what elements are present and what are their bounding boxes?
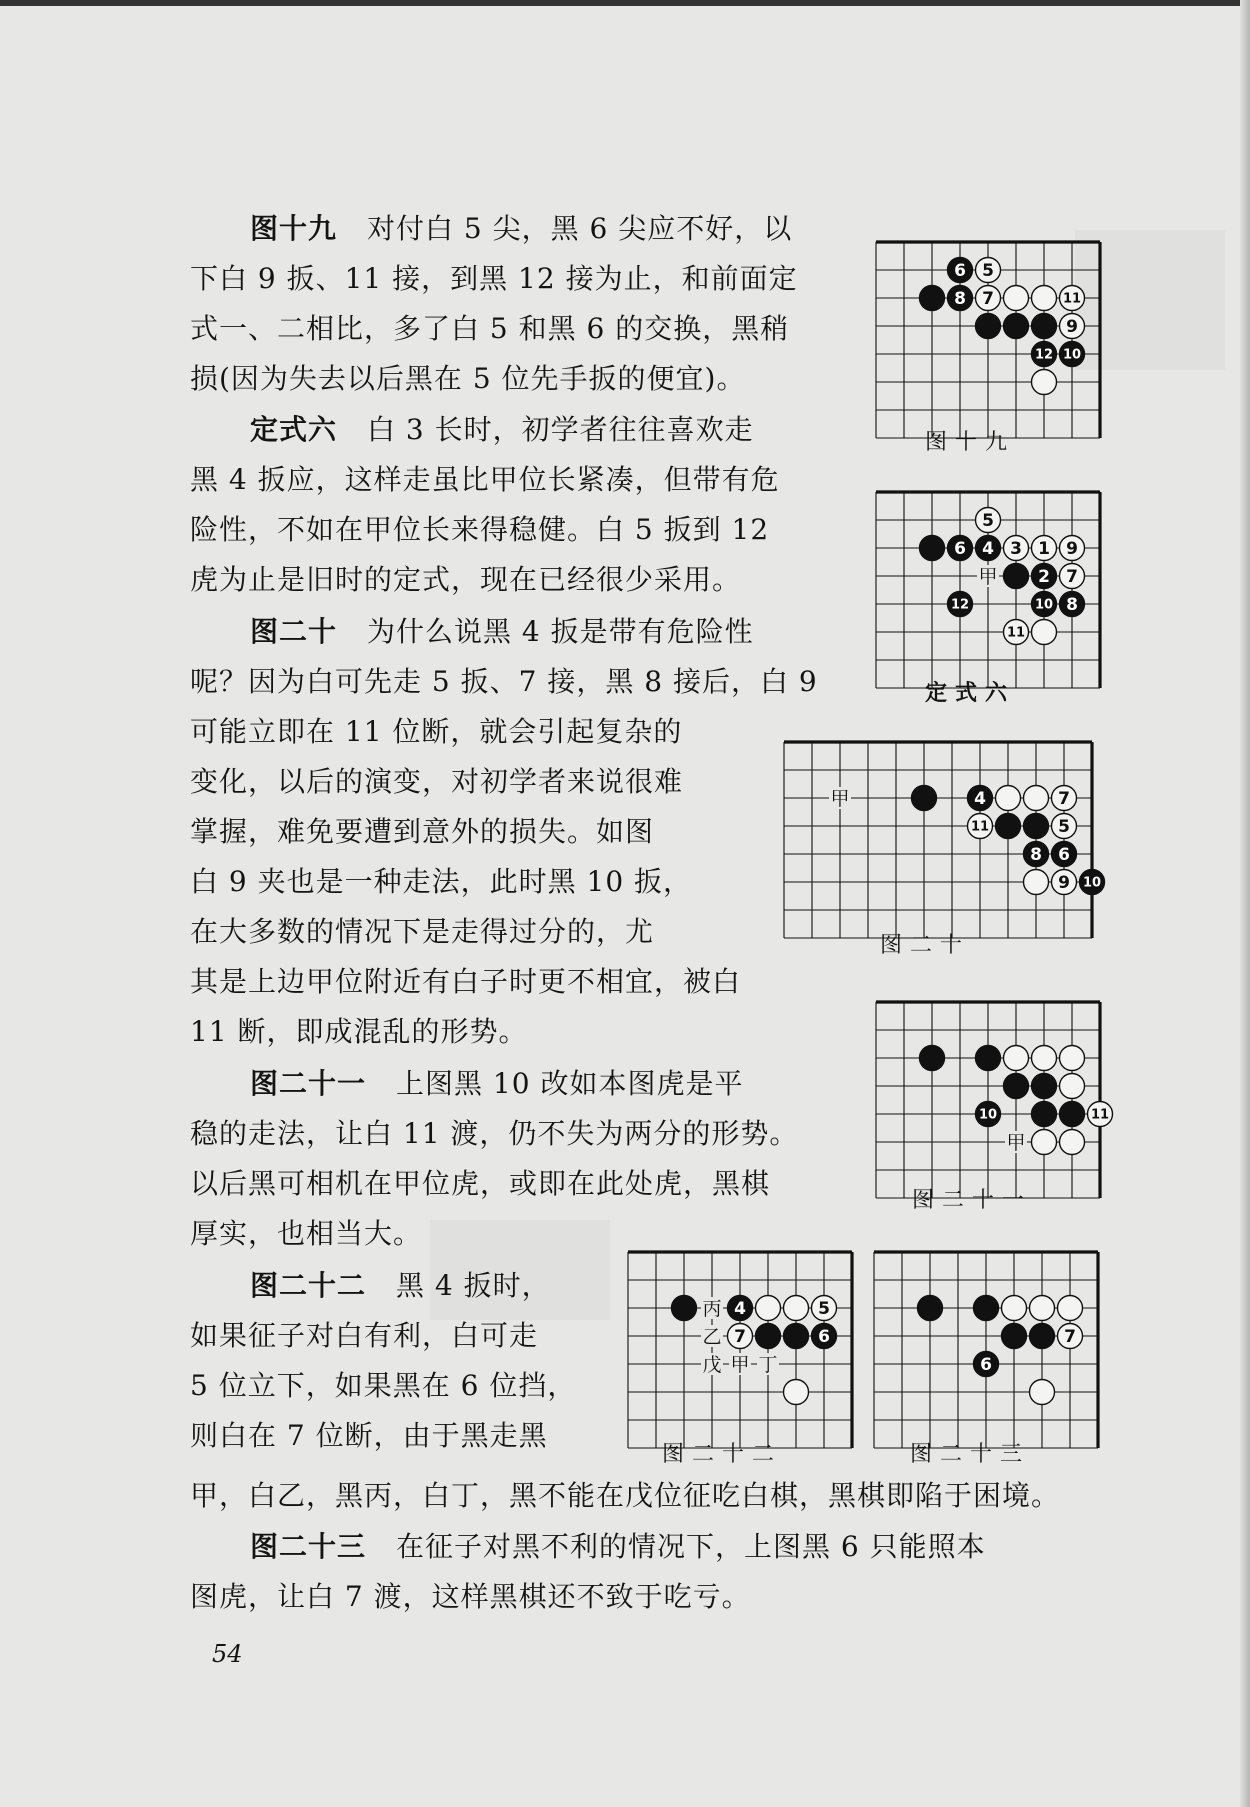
go-diagram-fig19 — [862, 228, 1082, 416]
caption-joseki6: 定式六 — [925, 680, 1016, 706]
black-stone — [1032, 1074, 1057, 1099]
white-stone — [1032, 1046, 1057, 1071]
black-stone — [974, 1296, 999, 1321]
black-stone — [1024, 814, 1049, 839]
move-number: 10 — [1062, 347, 1082, 363]
black-stone — [672, 1296, 697, 1321]
black-stone — [918, 1296, 943, 1321]
move-number: 12 — [950, 597, 970, 613]
white-stone — [1060, 1046, 1085, 1071]
white-stone — [1060, 1074, 1085, 1099]
white-stone — [784, 1380, 809, 1405]
move-number: 1 — [1038, 539, 1050, 560]
black-stone — [1004, 1074, 1029, 1099]
white-stone — [756, 1296, 781, 1321]
move-number: 5 — [1058, 817, 1070, 838]
text-line: 白 9 夹也是一种走法，此时黑 10 扳， — [190, 865, 693, 898]
text-line: 11 断，即成混乱的形势。 — [190, 1015, 528, 1048]
move-number: 6 — [980, 1355, 992, 1376]
text-line: 厚实，也相当大。 — [190, 1217, 423, 1250]
text-line: 呢？因为白可先走 5 扳、7 接，黑 8 接后，白 9 — [190, 665, 818, 698]
text-line: 稳的走法，让白 11 渡，仍不失为两分的形势。 — [190, 1117, 799, 1150]
white-stone — [1058, 1296, 1083, 1321]
go-diagram-fig23 — [860, 1238, 1076, 1426]
position-mark: 乙 — [702, 1326, 722, 1348]
white-stone — [1004, 286, 1029, 311]
move-number: 4 — [974, 789, 986, 810]
black-stone — [920, 1046, 945, 1071]
move-number: 4 — [734, 1299, 746, 1320]
text-line: 其是上边甲位附近有白子时更不相宜，被白 — [190, 965, 742, 998]
move-number: 7 — [982, 289, 994, 310]
text-line: 5 位立下，如果黑在 6 位挡， — [190, 1369, 577, 1402]
section-heading: 图十九 — [250, 212, 338, 245]
text-line: 甲，白乙，黑丙，白丁，黑不能在戊位征吃白棋，黑棋即陷于困境。 — [190, 1479, 1061, 1512]
move-number: 6 — [818, 1327, 830, 1348]
black-stone — [1002, 1324, 1027, 1349]
black-stone — [1032, 1102, 1057, 1127]
black-stone — [996, 814, 1021, 839]
white-stone — [996, 786, 1021, 811]
white-stone — [1024, 786, 1049, 811]
page-right-edge — [1240, 0, 1250, 1807]
white-stone — [1024, 870, 1049, 895]
move-number: 11 — [1090, 1107, 1110, 1123]
page-top-edge — [0, 0, 1250, 6]
caption-fig22: 图二十二 — [662, 1442, 783, 1467]
text-line: 图二十一 上图黑 10 改如本图虎是平 — [250, 1067, 744, 1100]
text-line: 图十九 对付白 5 尖，黑 6 尖应不好，以 — [250, 212, 793, 245]
text-line: 变化，以后的演变，对初学者来说很难 — [190, 765, 684, 798]
text-line: 如果征子对白有利，白可走 — [190, 1319, 539, 1352]
black-stone — [1004, 314, 1029, 339]
move-number: 7 — [1064, 1327, 1076, 1348]
caption-fig21: 图二十一 — [912, 1188, 1033, 1213]
black-stone — [1032, 314, 1057, 339]
bleed-through — [1075, 230, 1225, 370]
move-number: 10 — [1034, 597, 1054, 613]
section-heading: 图二十二 — [250, 1269, 367, 1302]
text-line: 损(因为失去以后黑在 5 位先手扳的便宜)。 — [190, 362, 746, 395]
text-line: 掌握，难免要遭到意外的损失。如图 — [190, 815, 655, 848]
move-number: 7 — [1058, 789, 1070, 810]
move-number: 4 — [982, 539, 994, 560]
white-stone — [1032, 286, 1057, 311]
black-stone — [976, 1046, 1001, 1071]
black-stone — [920, 286, 945, 311]
black-stone — [1030, 1324, 1055, 1349]
black-stone — [976, 314, 1001, 339]
white-stone — [1032, 1130, 1057, 1155]
move-number: 5 — [818, 1299, 830, 1320]
move-number: 7 — [734, 1327, 746, 1348]
text-line: 则白在 7 位断，由于黑走黑 — [190, 1419, 548, 1452]
text-line: 在大多数的情况下是走得过分的，尤 — [190, 915, 655, 948]
move-number: 10 — [978, 1107, 998, 1123]
black-stone — [912, 786, 937, 811]
black-stone — [1060, 1102, 1085, 1127]
white-stone — [1060, 1130, 1085, 1155]
move-number: 6 — [1058, 845, 1070, 866]
white-stone — [1032, 370, 1057, 395]
position-mark: 甲 — [978, 566, 998, 588]
page-number: 54 — [212, 1640, 243, 1668]
black-stone — [1004, 564, 1029, 589]
move-number: 3 — [1010, 539, 1022, 560]
go-diagram-fig22 — [614, 1238, 830, 1426]
go-diagram-joseki6 — [862, 478, 1078, 666]
position-mark: 甲 — [1006, 1132, 1026, 1154]
move-number: 12 — [1034, 347, 1054, 363]
text-line: 图虎，让白 7 渡，这样黑棋还不致于吃亏。 — [190, 1580, 751, 1613]
position-mark: 丙 — [702, 1298, 722, 1320]
move-number: 6 — [954, 261, 966, 282]
section-heading: 定式六 — [250, 413, 338, 446]
caption-fig19: 图十九 — [925, 430, 1016, 455]
white-stone — [784, 1296, 809, 1321]
position-mark: 甲 — [730, 1354, 750, 1376]
move-number: 2 — [1038, 567, 1050, 588]
move-number: 5 — [982, 511, 994, 532]
white-stone — [1032, 620, 1057, 645]
section-heading: 图二十三 — [250, 1530, 367, 1563]
text-line: 下白 9 扳、11 接，到黑 12 接为止，和前面定 — [190, 262, 798, 295]
text-line: 虎为止是旧时的定式，现在已经很少采用。 — [190, 563, 742, 596]
move-number: 9 — [1066, 317, 1078, 338]
black-stone — [784, 1324, 809, 1349]
go-diagram-fig20 — [770, 728, 1102, 916]
text-line: 险性，不如在甲位长来得稳健。白 5 扳到 12 — [190, 513, 770, 546]
caption-fig23: 图二十三 — [910, 1442, 1031, 1467]
white-stone — [1030, 1380, 1055, 1405]
move-number: 6 — [954, 539, 966, 560]
white-stone — [1004, 1046, 1029, 1071]
text-line: 以后黑可相机在甲位虎，或即在此处虎，黑棋 — [190, 1167, 771, 1200]
white-stone — [1030, 1296, 1055, 1321]
move-number: 11 — [1006, 625, 1026, 641]
move-number: 7 — [1066, 567, 1078, 588]
text-line: 图二十二 黑 4 扳时， — [250, 1269, 551, 1302]
go-diagram-fig21 — [862, 988, 1110, 1176]
move-number: 9 — [1066, 539, 1078, 560]
section-heading: 图二十一 — [250, 1067, 367, 1100]
position-mark: 丁 — [758, 1354, 778, 1376]
move-number: 11 — [1062, 291, 1082, 307]
position-mark: 甲 — [830, 788, 850, 810]
text-line: 定式六 白 3 长时，初学者往往喜欢走 — [250, 413, 754, 446]
text-line: 式一、二相比，多了白 5 和黑 6 的交换，黑稍 — [190, 312, 790, 345]
move-number: 8 — [1030, 845, 1042, 866]
move-number: 9 — [1058, 873, 1070, 894]
black-stone — [920, 536, 945, 561]
text-line: 黑 4 扳应，这样走虽比甲位长紧凑，但带有危 — [190, 463, 780, 496]
text-line: 可能立即在 11 位断，就会引起复杂的 — [190, 715, 683, 748]
move-number: 10 — [1082, 875, 1102, 891]
text-line: 图二十三 在征子对黑不利的情况下，上图黑 6 只能照本 — [250, 1530, 986, 1563]
move-number: 11 — [970, 819, 990, 835]
position-mark: 戊 — [702, 1354, 722, 1376]
move-number: 8 — [1066, 595, 1078, 616]
white-stone — [1002, 1296, 1027, 1321]
move-number: 5 — [982, 261, 994, 282]
caption-fig20: 图二十 — [880, 933, 971, 958]
text-line: 图二十 为什么说黑 4 扳是带有危险性 — [250, 615, 754, 648]
black-stone — [756, 1324, 781, 1349]
move-number: 8 — [954, 289, 966, 310]
section-heading: 图二十 — [250, 615, 338, 648]
